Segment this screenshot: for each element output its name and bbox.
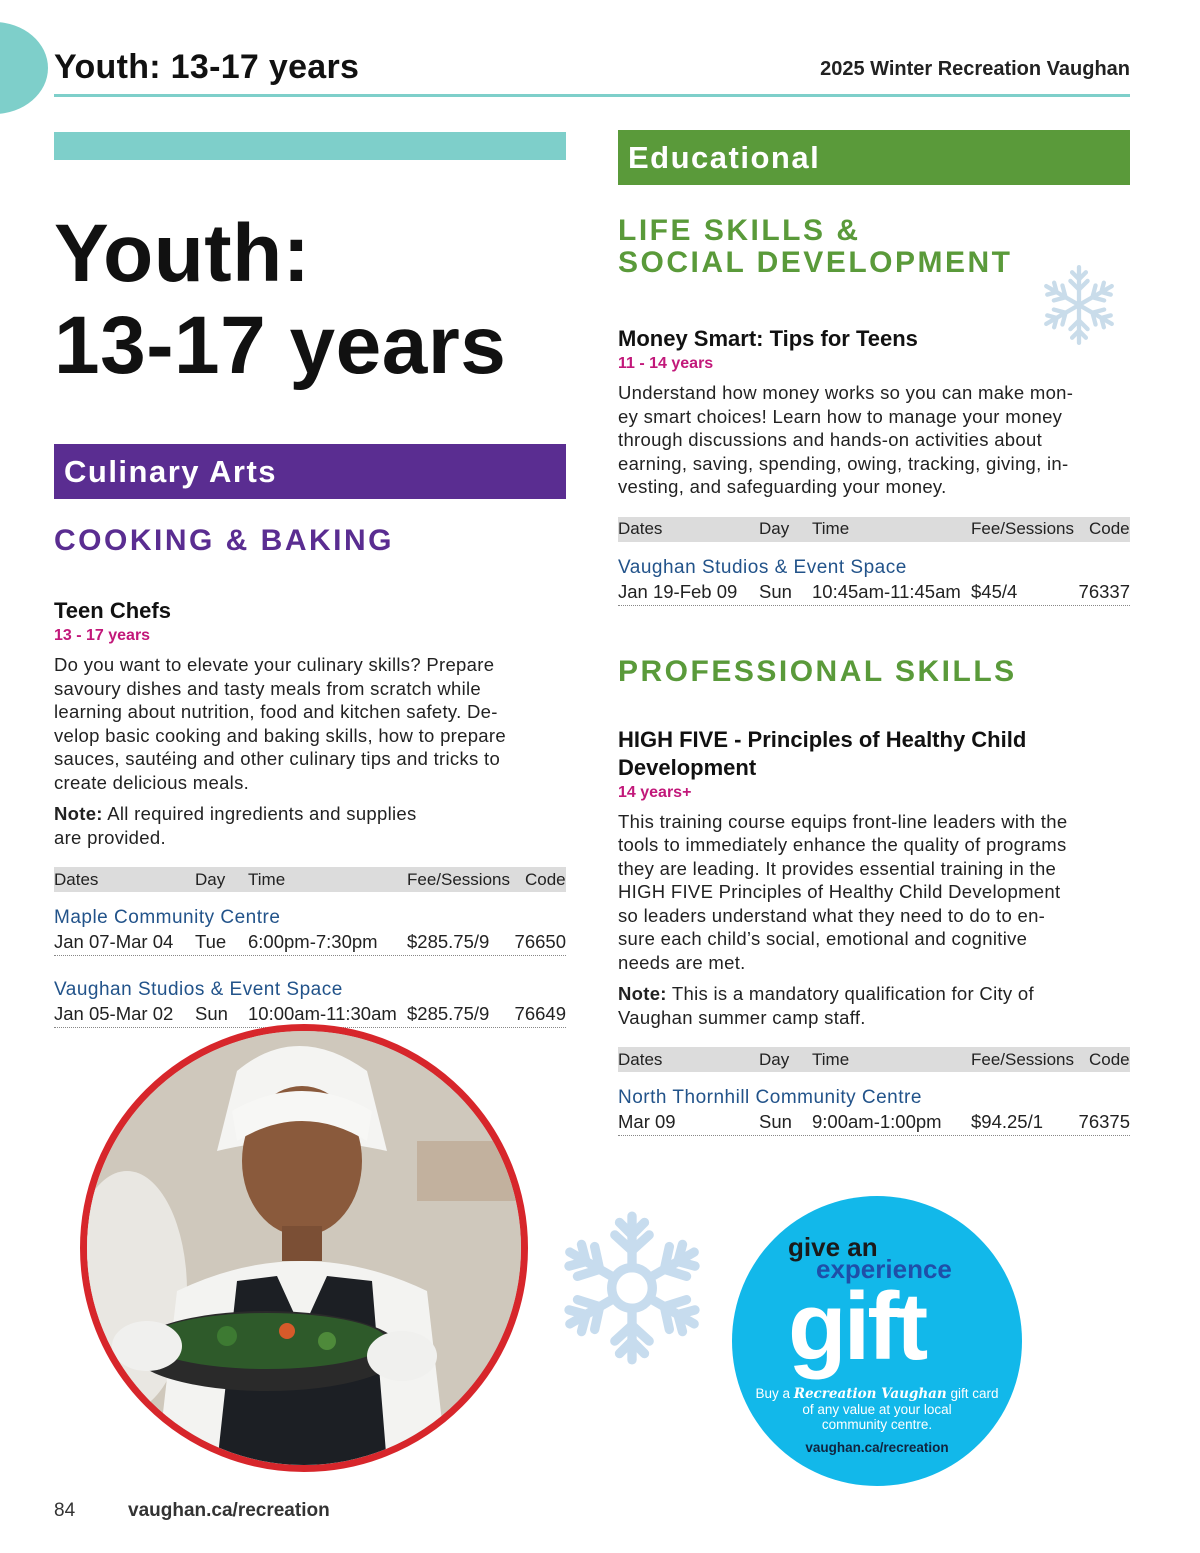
program-money-smart [618,325,1130,606]
desc-line: HIGH FIVE Principles of Healthy Child Development [618,881,1061,902]
desc-line: earning, saving, spending, owing, tracking, giving, in- [618,452,1069,474]
gift-line1: give an [788,1232,878,1262]
desc-line: savoury dishes and tasty meals from scratch while [54,677,482,699]
gift-big: gift [788,1273,926,1380]
desc-line: velop basic cooking and baking skills, how to prepare [54,724,506,746]
page-title [54,208,566,392]
category-line: SOCIAL DEVELOPMENT [618,246,1013,279]
publication-title: 2025 Winter Recreation Vaughan [820,58,1130,80]
program-description [54,653,566,794]
schedule-row [618,579,1130,606]
snowflake-icon [1036,262,1122,348]
teal-bar [54,132,566,160]
title-line: Development [618,754,757,780]
note-label: Note: [618,983,667,1004]
program-title: Teen Chefs [54,598,171,623]
location-name[interactable]: Vaughan Studios & Event Space [618,556,907,578]
location-block [54,979,566,1028]
row-time: 6:00pm-7:30pm [248,931,378,952]
desc-line: through discussions and hands-on activities about [618,429,1043,450]
desc-line: sure each child’s social, emotional and cognitive [618,928,1028,949]
corner-tab [0,22,48,114]
desc-line: tools to immediately enhance the quality of programs [618,834,1067,855]
row-time: 10:45am-11:45am [812,580,961,602]
section-educational: Educational [618,130,1130,185]
gift-brand: Recreation Vaughan [793,1386,947,1402]
program-description [618,810,1130,975]
col-fee: Fee/Sessions [971,1047,1089,1072]
desc-line: learning about nutrition, food and kitchen safety. De- [54,701,498,722]
desc-line: Understand how money works so you can make mon- [618,382,1074,403]
desc-line: This training course equips front-line leaders with the [618,810,1068,832]
program-teen-chefs [54,597,566,1028]
row-fee: $285.75/9 [407,1003,490,1024]
program-age: 14 years+ [618,783,692,801]
desc-line: ey smart choices! Learn how to manage your money [618,405,1063,427]
schedule-row [618,1109,1130,1136]
col-time: Time [812,517,971,542]
row-fee: $45/4 [971,580,1018,602]
col-time: Time [248,867,407,892]
row-dates: Jan 19-Feb 09 [618,580,738,602]
chef-illustration [87,1031,521,1465]
gift-small-text [732,1386,1022,1432]
schedule-row [54,929,566,956]
location-block [54,907,566,956]
page-title-line1: Youth: [54,208,311,299]
gift-small3: community centre. [821,1417,933,1432]
section-culinary-arts: Culinary Arts [54,444,566,499]
col-fee: Fee/Sessions [971,517,1089,542]
gift-url[interactable]: vaughan.ca/recreation [805,1440,949,1455]
program-note [618,982,1130,1029]
desc-line: needs are met. [618,951,746,973]
row-day: Sun [759,1111,792,1132]
category-professional-skills: PROFESSIONAL SKILLS [618,654,1017,688]
location-name[interactable]: Maple Community Centre [54,907,281,928]
note-text-2: Vaughan summer camp staff. [618,1006,866,1028]
col-fee: Fee/Sessions [407,867,525,892]
page-number: 84 [54,1500,76,1521]
row-dates: Mar 09 [618,1111,676,1132]
footer-url[interactable]: vaughan.ca/recreation [128,1500,330,1521]
program-note [54,802,566,849]
desc-line: vesting, and safeguarding your money. [618,476,947,497]
note-text: This is a mandatory qualification for City of [671,983,1034,1004]
schedule-header [618,517,1130,542]
location-block [618,557,1130,606]
row-day: Sun [759,580,792,602]
location-name[interactable]: North Thornhill Community Centre [618,1087,922,1108]
row-dates: Jan 05-Mar 02 [54,1003,174,1024]
col-time: Time [812,1047,971,1072]
category-cooking-baking: COOKING & BAKING [54,524,394,557]
location-name[interactable]: Vaughan Studios & Event Space [54,979,343,1000]
location-block [618,1087,1130,1136]
col-code: Code [1089,517,1130,542]
program-age: 13 - 17 years [54,627,151,644]
col-dates: Dates [618,1047,759,1072]
note-label: Note: [54,803,103,824]
desc-line: so leaders understand what they need to do to en- [618,904,1046,926]
note-text: All required ingredients and supplies [107,803,417,824]
gift-line2: experience [816,1254,952,1284]
col-dates: Dates [54,867,195,892]
gift-small1-post: gift card [950,1386,999,1401]
row-code[interactable]: 76649 [514,1003,566,1024]
row-day: Sun [195,1003,228,1024]
desc-line: create delicious meals. [54,771,250,793]
gift-small2: of any value at your local [802,1402,952,1417]
gift-card-promo[interactable] [732,1196,1022,1486]
schedule-header [618,1047,1130,1072]
header-title: Youth: 13-17 years [54,48,360,86]
row-code[interactable]: 76375 [1078,1111,1130,1132]
program-title [618,726,1130,782]
row-fee: $285.75/9 [407,931,490,952]
category-line: LIFE SKILLS & [618,214,861,247]
title-line: HIGH FIVE - Principles of Healthy Child [618,726,1027,752]
desc-line: they are leading. It provides essential training in the [618,857,1057,879]
desc-line: sauces, sautéing and other culinary tips and tricks to [54,748,501,769]
header-rule [54,94,1130,97]
snowflake-icon [554,1210,710,1366]
col-day: Day [759,517,812,542]
col-day: Day [195,867,248,892]
row-dates: Jan 07-Mar 04 [54,931,174,952]
schedule-header [54,867,566,892]
col-code: Code [525,867,566,892]
desc-line: Do you want to elevate your culinary skills? Prepare [54,654,495,675]
row-time: 9:00am-1:00pm [812,1111,942,1132]
col-dates: Dates [618,517,759,542]
photo-teen-chef [80,1024,528,1472]
col-code: Code [1089,1047,1130,1072]
row-fee: $94.25/1 [971,1111,1044,1132]
program-high-five [618,726,1130,1137]
row-day: Tue [195,931,227,952]
note-text-2: are provided. [54,826,166,848]
row-code[interactable]: 76337 [1078,580,1130,602]
row-time: 10:00am-11:30am [248,1003,397,1024]
left-column [54,132,566,1028]
gift-small1-pre: Buy a [755,1386,790,1401]
program-age: 11 - 14 years [618,355,714,372]
page-title-line2: 13-17 years [54,300,507,391]
row-code[interactable]: 76650 [514,931,566,952]
program-description [618,381,1130,499]
program-title: Money Smart: Tips for Teens [618,326,918,351]
col-day: Day [759,1047,812,1072]
